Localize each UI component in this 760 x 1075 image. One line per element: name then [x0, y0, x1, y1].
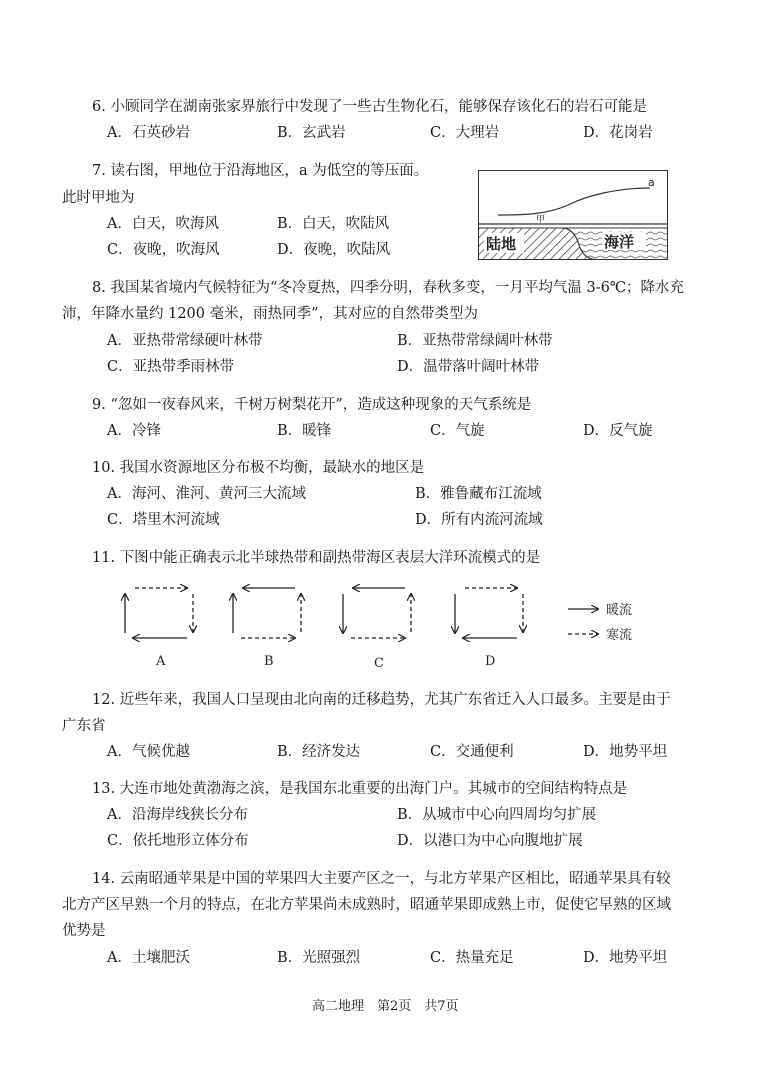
loop-b — [233, 588, 301, 638]
q7-option-a: A．白天，吹海风 — [107, 216, 219, 232]
q11-stem: 11. 下图中能正确表示北半球热带和副热带海区表层大洋环流模式的是 — [92, 550, 541, 566]
q6-option-c: C．大理岩 — [430, 125, 500, 141]
q14-stem-line2: 北方产区早熟一个月的特点，在北方苹果尚未成熟时，昭通苹果即成熟上市，促使它早熟的区域 — [62, 897, 671, 913]
legend-cold-label: 寒流 — [606, 628, 633, 643]
q13-option-a: A．沿海岸线狭长分布 — [107, 807, 248, 823]
legend-warm-label: 暖流 — [606, 603, 633, 618]
q12-option-b: B．经济发达 — [277, 744, 361, 760]
q8-option-c: C．亚热带季雨林带 — [107, 359, 235, 375]
q13-stem: 13. 大连市地处黄渤海之滨，是我国东北重要的出海门户。其城市的空间结构特点是 — [92, 781, 628, 797]
q6-stem: 6. 小顾同学在湖南张家界旅行中发现了一些古生物化石，能够保存该化石的岩石可能是 — [92, 99, 647, 115]
q8-stem-line1: 8. 我国某省境内气候特征为“冬冷夏热，四季分明，春秋多变，一月平均气温 3-6℃；降水充 — [92, 280, 685, 296]
label-option-a: A — [156, 654, 166, 669]
q12-option-d: D．地势平坦 — [583, 744, 668, 760]
q7-option-b: B．白天，吹陆风 — [277, 216, 390, 232]
q8-option-d: D．温带落叶阔叶林带 — [397, 359, 540, 375]
legend — [568, 609, 598, 634]
q12-option-c: C．交通便利 — [430, 744, 514, 760]
label-jia: 甲 — [536, 215, 546, 225]
q14-stem-line1: 14. 云南昭通苹果是中国的苹果四大主要产区之一，与北方苹果产区相比，昭通苹果具有较 — [92, 871, 671, 887]
q6-option-b: B．玄武岩 — [277, 125, 346, 141]
q8-option-b: B．亚热带常绿阔叶林带 — [397, 333, 553, 349]
q10-option-b: B．雅鲁藏布江流域 — [415, 486, 542, 502]
q13-option-d: D．以港口为中心向腹地扩展 — [397, 833, 583, 849]
loop-d — [455, 588, 523, 638]
q7-option-c: C．夜晚，吹海风 — [107, 242, 220, 258]
q7-stem-line1: 7. 读右图，甲地位于沿海地区，a 为低空的等压面。 — [92, 163, 429, 179]
q9-option-b: B．暖锋 — [277, 423, 332, 439]
q9-option-d: D．反气旋 — [583, 423, 653, 439]
q7-stem-line2: 此时甲地为 — [62, 190, 135, 206]
q10-stem: 10. 我国水资源地区分布极不均衡，最缺水的地区是 — [92, 460, 425, 476]
q10-option-d: D．所有内流河流域 — [415, 512, 543, 528]
label-a: a — [648, 176, 655, 189]
q13-option-b: B．从城市中心向四周均匀扩展 — [397, 807, 597, 823]
q13-option-c: C．依托地形立体分布 — [107, 833, 249, 849]
q14-option-a: A．土壤肥沃 — [107, 950, 190, 966]
q6-option-d: D．花岗岩 — [583, 125, 653, 141]
label-sea: 海洋 — [604, 233, 635, 251]
loop-a — [125, 588, 193, 638]
q6-option-a: A．石英砂岩 — [107, 125, 190, 141]
q12-stem-line2: 广东省 — [62, 718, 106, 734]
q14-stem-line3: 优势是 — [62, 923, 106, 939]
q7-option-d: D．夜晚，吹陆风 — [277, 242, 391, 258]
q10-option-c: C．塔里木河流域 — [107, 512, 220, 528]
label-option-b: B — [264, 654, 274, 669]
page-footer: 高二地理 第2页 共7页 — [312, 999, 459, 1014]
loop-c — [343, 588, 411, 638]
q14-option-d: D．地势平坦 — [583, 950, 668, 966]
label-option-c: C — [374, 656, 384, 671]
q12-stem-line1: 12. 近些年来，我国人口呈现由北向南的迁移趋势，尤其广东省迁入人口最多。主要是由于 — [92, 692, 671, 708]
label-option-d: D — [485, 654, 496, 669]
q9-option-a: A．冷锋 — [107, 423, 161, 439]
q14-option-c: C．热量充足 — [430, 950, 514, 966]
q7-land-sea-diagram — [478, 170, 668, 260]
q14-option-b: B．光照强烈 — [277, 950, 361, 966]
q10-option-a: A．海河、淮河、黄河三大流域 — [107, 486, 306, 502]
q8-option-a: A．亚热带常绿硬叶林带 — [107, 333, 263, 349]
label-land: 陆地 — [486, 235, 517, 253]
q9-stem: 9. “忽如一夜春风来，千树万树梨花开”，造成这种现象的天气系统是 — [92, 397, 532, 413]
q11-circulation-options — [110, 583, 650, 673]
q8-stem-line2: 沛，年降水量约 1200 毫米，雨热同季”，其对应的自然带类型为 — [62, 306, 479, 322]
q9-option-c: C．气旋 — [430, 423, 485, 439]
q12-option-a: A．气候优越 — [107, 744, 190, 760]
